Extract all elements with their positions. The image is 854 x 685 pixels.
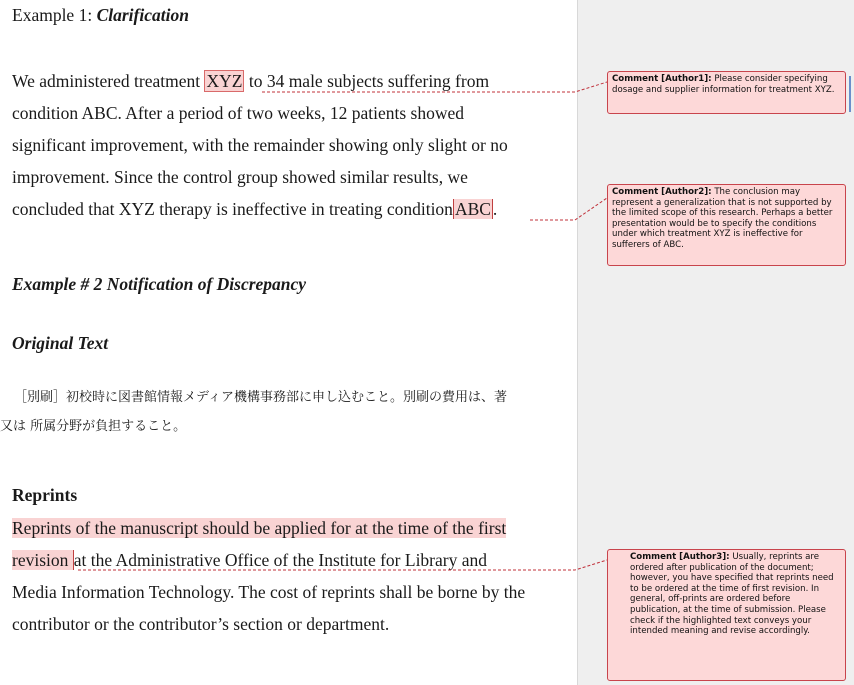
japanese-line-2: 又は 所属分野が負担すること。 — [0, 419, 187, 434]
example1-line-2: condition ABC. After a period of two weeks, 12 patients showed — [12, 103, 465, 123]
example1-line-4: improvement. Since the control group showed similar results, we — [12, 167, 468, 187]
example1-title: Clarification — [96, 5, 189, 25]
change-bar — [849, 76, 851, 112]
text-run: to 34 male subjects suffering from — [244, 71, 490, 91]
reprints-line-1 — [12, 517, 506, 539]
comment-author1-text: Please consider specifying dosage and supplier information for treatment XYZ. — [612, 74, 835, 95]
text-run: concluded that XYZ therapy is ineffective in treating condition — [12, 199, 453, 219]
reprints-line-4: contributor or the contributor’s section or department. — [12, 614, 390, 634]
comment-author1[interactable] — [607, 71, 846, 114]
text-run: . — [492, 199, 498, 219]
highlight-xyz[interactable]: XYZ — [206, 71, 243, 91]
example1-line-1 — [12, 70, 489, 92]
japanese-line-1: ［別刷］初校時に図書館情報メディア機構事務部に申し込むこと。別刷の費用は、著 — [14, 390, 507, 405]
text-run: at the Administrative Office of the Institute for Library and — [73, 550, 487, 570]
comment-author3[interactable] — [607, 549, 846, 681]
text-run: We administered treatment — [12, 71, 205, 91]
reprints-line-3: Media Information Technology. The cost of reprints shall be borne by the — [12, 582, 526, 602]
reprints-heading: Reprints — [12, 485, 78, 505]
comment-author3-text: Usually, reprints are ordered after publication of the document; however, you have specified that reprints need to be ordered at the time of first revision. In general, off-prints are ordered before publication, at the time of submission. Please check if the highlighted text conveys your intended meaning and revise accordingly. — [630, 552, 834, 637]
example1-line-3: significant improvement, with the remainder showing only slight or no — [12, 135, 508, 155]
example1-line-5 — [12, 198, 497, 220]
highlight-reprints[interactable]: Reprints of the manuscript should be applied for at the time of the first — [12, 518, 507, 538]
example1-label: Example 1: — [12, 5, 97, 25]
comment-author1-author: Comment [Author1]: — [612, 74, 712, 84]
comment-author3-author: Comment [Author3]: — [630, 552, 730, 562]
comment-author2[interactable] — [607, 184, 846, 266]
reprints-line-2 — [12, 549, 487, 571]
highlight-abc[interactable]: ABC — [454, 199, 491, 219]
original-text-heading: Original Text — [12, 333, 109, 353]
comment-author2-text: The conclusion may represent a generalization that is not supported by the limited scope of this research. Perhaps a better presentation would be to specify the conditions under which treatment XYZ is ineffective for sufferers of ABC. — [612, 187, 833, 250]
highlight-revision[interactable]: revision — [12, 550, 73, 570]
example1-heading — [12, 4, 189, 26]
example2-heading: Example # 2 Notification of Discrepancy — [12, 274, 307, 294]
comment-author2-author: Comment [Author2]: — [612, 187, 712, 197]
